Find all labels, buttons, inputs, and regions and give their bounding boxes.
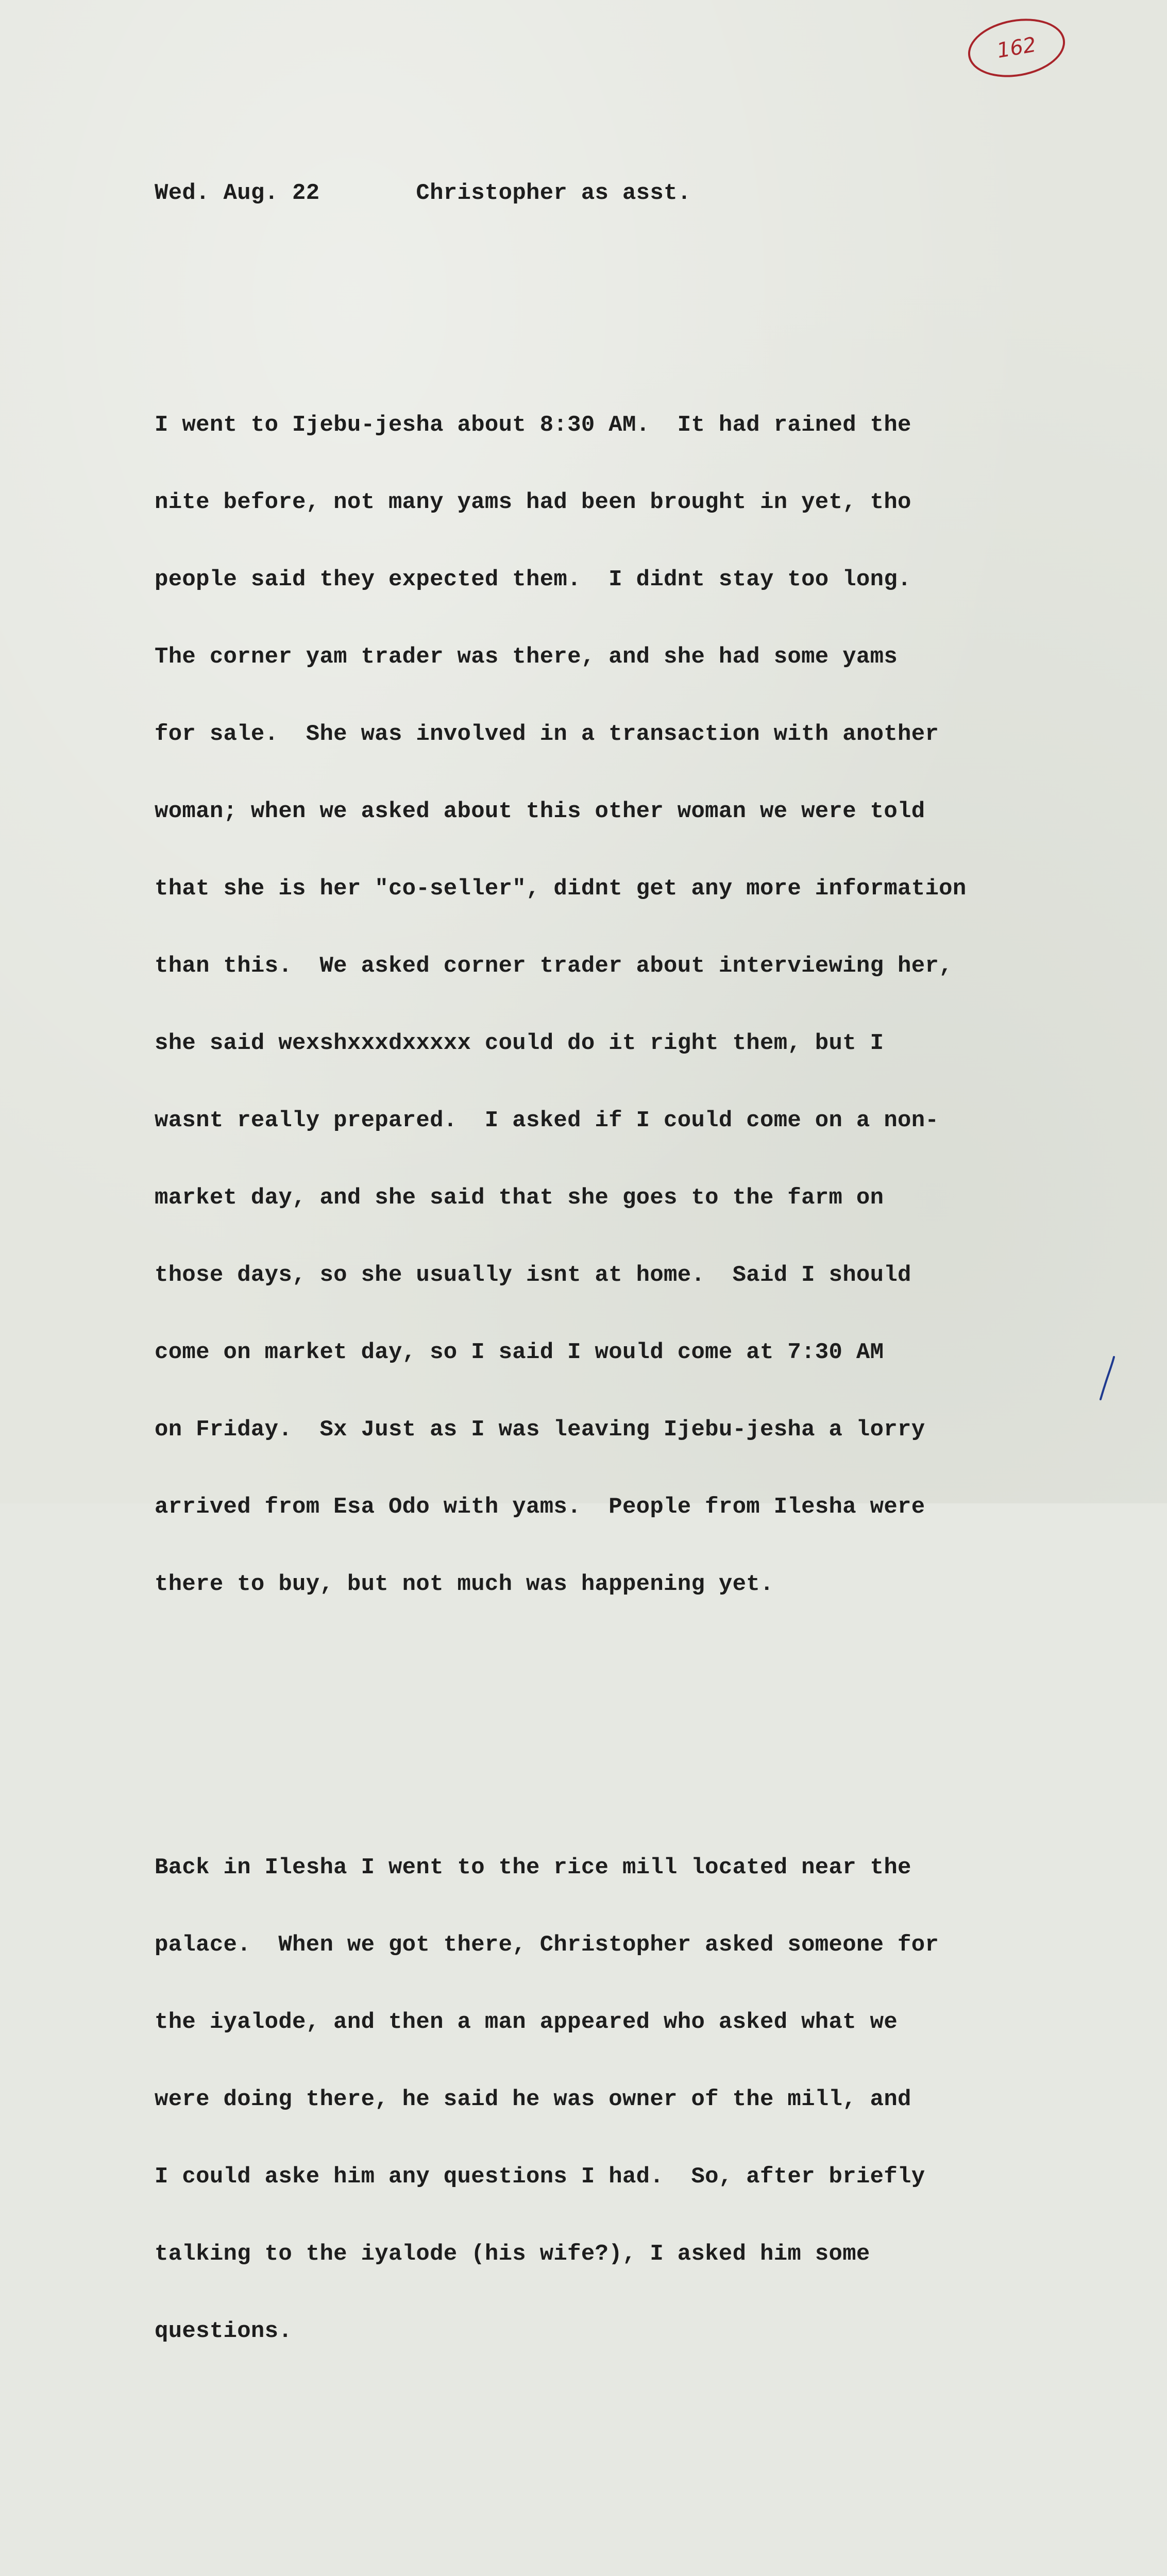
page-number-circle bbox=[963, 11, 1070, 84]
text-line: palace. When we got there, Christopher asked someone for bbox=[155, 1932, 939, 1958]
text-line: that she is her "co-seller", didnt get any more information bbox=[155, 876, 967, 902]
spacer bbox=[155, 2447, 1134, 2460]
text-line: I could aske him any questions I had. So, after briefly bbox=[155, 2164, 925, 2190]
text-line: nite before, not many yams had been brought in yet, tho bbox=[155, 489, 911, 515]
typed-text bbox=[155, 129, 1134, 2576]
text-line: Back in Ilesha I went to the rice mill located near the bbox=[155, 1855, 911, 1880]
text-line: come on market day, so I said I would come at 7:30 AM bbox=[155, 1340, 884, 1365]
text-line: the iyalode, and then a man appeared who asked what we bbox=[155, 2009, 898, 2035]
text-line: she said wexshxxxdxxxxx could do it right them, but I bbox=[155, 1030, 884, 1056]
text-line: woman; when we asked about this other woman we were told bbox=[155, 799, 925, 824]
text-line: talking to the iyalode (his wife?), I asked him some bbox=[155, 2241, 870, 2267]
text-line: people said they expected them. I didnt stay too long. bbox=[155, 567, 911, 592]
text-line: I went to Ijebu-jesha about 8:30 AM. It had rained the bbox=[155, 412, 911, 438]
page-number: 162 bbox=[995, 32, 1038, 63]
paragraph-1 bbox=[155, 361, 1134, 1649]
header-date: Wed. Aug. 22 bbox=[155, 180, 320, 206]
text-line: wasnt really prepared. I asked if I could come on a non- bbox=[155, 1108, 939, 1133]
header-line bbox=[155, 180, 1134, 206]
paragraph-2 bbox=[155, 1803, 1134, 2396]
spacer bbox=[155, 258, 1134, 283]
text-line: than this. We asked corner trader about interviewing her, bbox=[155, 953, 953, 979]
text-line: questions. bbox=[155, 2318, 293, 2344]
pen-mark-icon bbox=[1097, 1355, 1118, 1401]
text-line: The corner yam trader was there, and she had some yams bbox=[155, 644, 898, 670]
text-line: arrived from Esa Odo with yams. People from Ilesha were bbox=[155, 1494, 925, 1520]
text-line: market day, and she said that she goes to the farm on bbox=[155, 1185, 884, 1211]
text-line: on Friday. Sx Just as I was leaving Ijebu-jesha a lorry bbox=[155, 1417, 925, 1443]
header-title: Christopher as asst. bbox=[416, 180, 691, 206]
text-line: were doing there, he said he was owner of the mill, and bbox=[155, 2087, 911, 2112]
paragraph-3 bbox=[155, 2537, 1134, 2576]
text-line: there to buy, but not much was happening yet. bbox=[155, 1571, 774, 1597]
text-line: for sale. She was involved in a transaction with another bbox=[155, 721, 939, 747]
text-line: those days, so she usually isnt at home. Said I should bbox=[155, 1262, 911, 1288]
spacer bbox=[155, 1700, 1134, 1726]
